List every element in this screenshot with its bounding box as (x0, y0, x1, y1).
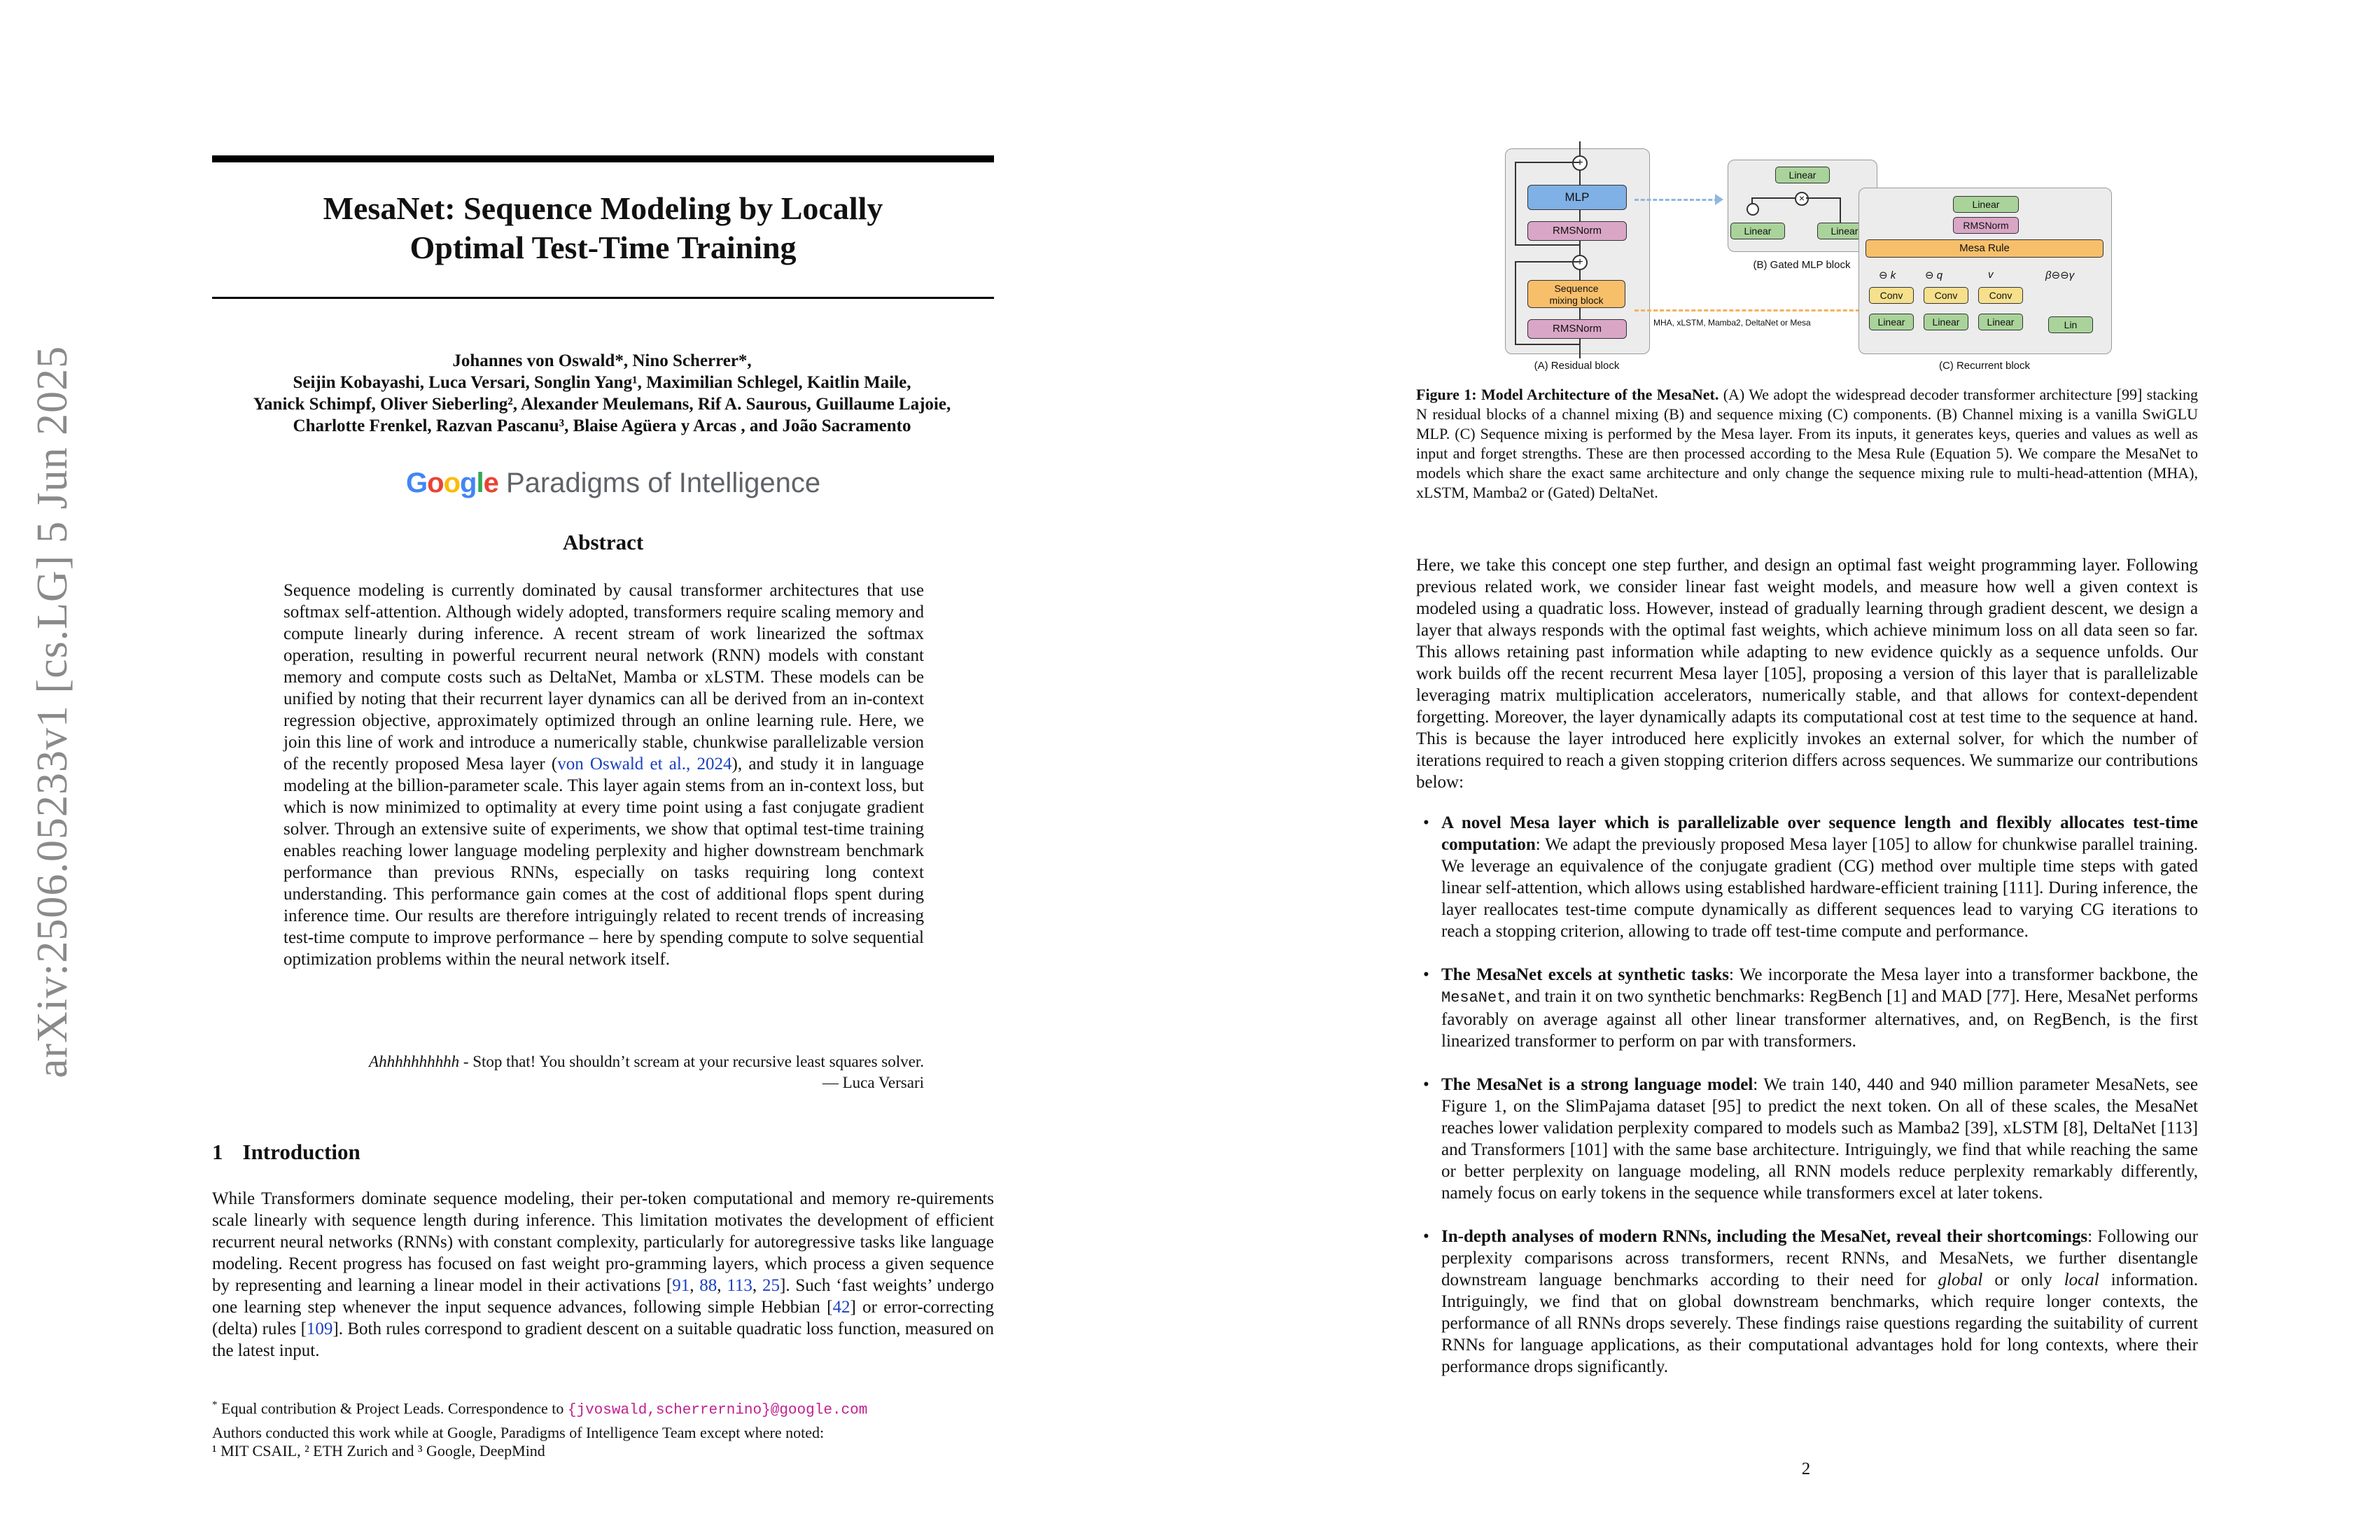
key-icon: ⊖ k (1879, 270, 1896, 281)
sequence-mixing-box: Sequence mixing block (1527, 280, 1625, 308)
linear-box: Linear (1924, 314, 1968, 330)
footnotes (212, 1396, 994, 1460)
page-number: 2 (1801, 1460, 1811, 1478)
citation-25[interactable]: 25 (762, 1276, 780, 1295)
skip-connection (1515, 261, 1579, 345)
multiply-icon: × (1795, 192, 1809, 206)
arrow-head (1715, 194, 1723, 205)
logo-text: Paradigms of Intelligence (505, 468, 821, 498)
author-list (196, 350, 1008, 437)
epigraph (284, 1051, 924, 1093)
footnote-2: Authors conducted this work while at Google, Paradigms of Intelligence Team except where noted: (212, 1424, 825, 1442)
mlp-box: MLP (1527, 185, 1627, 210)
title-rule-top (212, 155, 994, 162)
contribution-2: • The MesaNet excels at synthetic tasks: We incorporate the Mesa layer into a transformer backbone, the MesaNet, and train it on two synthetic benchmarks: RegBench [1] and MAD [77]. Here, MesaNet performs favorably on average against all other linear transformer alternatives, and, on RegBench, is the first linearized transformer to perform on par with transformers. (1416, 964, 2198, 1052)
linear-box: Linear (1817, 223, 1872, 239)
title-rule-bottom (212, 297, 994, 299)
google-logo (406, 468, 821, 507)
abstract-citation-link[interactable]: von Oswald et al., 2024 (557, 755, 732, 774)
gated-caption: (B) Gated MLP block (1753, 259, 1851, 271)
mesa-rule-box: Mesa Rule (1865, 239, 2104, 258)
google-letter: e (483, 468, 498, 498)
conv-box: Conv (1924, 287, 1968, 304)
lin-box: Lin (2048, 316, 2093, 333)
rmsnorm-box: RMSNorm (1527, 221, 1627, 241)
contributions-list (1416, 812, 2198, 1378)
strength-icons: β⊖⊖γ (2045, 270, 2075, 281)
query-icon: ⊖ q (1925, 270, 1943, 281)
authors-line-3: Yanick Schimpf, Oliver Sieberling², Alexander Meulemans, Rif A. Saurous, Guillaume Lajoie, (253, 395, 951, 414)
citation-88[interactable]: 88 (699, 1276, 718, 1295)
linear-box: Linear (1953, 196, 2019, 213)
activation-icon (1746, 203, 1759, 216)
alternatives-label: MHA, xLSTM, Mamba2, DeltaNet or Mesa (1653, 318, 1811, 328)
residual-caption: (A) Residual block (1534, 360, 1620, 372)
google-letter: o (443, 468, 460, 498)
contribution-1: • A novel Mesa layer which is parallelizable over sequence length and flexibly allocates test-time computation: We adapt the previously proposed Mesa layer [105] to allow for chunkwise parallel training. We leverage an equivalence of the conjugate gradient (CG) method over multiple time steps with gated linear self-attention, which allows using established hardware-efficient training [111]. During inference, the layer reallocates test-time compute dynamically as different sequences lead to varying CG iterations to reach a stopping criterion, allowing to trade off test-time compute and performance. (1416, 812, 2198, 942)
citation-109[interactable]: 109 (306, 1320, 333, 1338)
google-letter: o (427, 468, 444, 498)
linear-box: Linear (1730, 223, 1785, 239)
authors-line-2: Seijin Kobayashi, Luca Versari, Songlin Yang¹, Maximilian Schlegel, Kaitlin Maile, (293, 373, 911, 392)
rmsnorm-box: RMSNorm (1527, 319, 1627, 339)
body-paragraph: Here, we take this concept one step further, and design an optimal fast weight programming layer. Following previous related work, we consider linear fast weight models, and measure how well a given context is modeled using a quadratic loss. However, instead of gradually learning through gradient descent, we design a layer that always responds with the optimal fast weights, which achieve minimum loss on all data seen so far. This allows retaining past information while adapting to new evidence quickly as a sequence unfolds. Our work builds off the recent recurrent Mesa layer [105], proposing a version of this layer that is parallelizable leveraging matrix multiplication accelerators, numerically stable, and that allows for context-dependent forgetting. Moreover, the layer dynamically adapts its computational cost at test time to the sequence at hand. This is because the layer introduced here explicitly invokes an external solver, for which the number of iterations required to reach a given stopping criterion differs across sequences. We summarize our contributions below: (1416, 556, 2198, 792)
email-link[interactable]: {jvoswald,scherrernino}@google.com (567, 1402, 868, 1419)
footnote-3: ¹ MIT CSAIL, ² ETH Zurich and ³ Google, DeepMind (212, 1442, 545, 1460)
epigraph-author: — Luca Versari (822, 1074, 924, 1091)
intro-heading: 1 Introduction (212, 1140, 360, 1164)
gate-line (1806, 197, 1841, 224)
figure-caption: Figure 1: Model Architecture of the MesaNet. (A) We adopt the widespread decoder transformer architecture [99] stacking N residual blocks of a channel mixing (B) and sequence mixing (C) components. (B) Channel mixing is a vanilla SwiGLU MLP. (C) Sequence mixing is performed by the Mesa layer. From its inputs, it generates keys, queries and values as well as input and forget strengths. These are then processed according to the Mesa Rule (Equation 5). We compare the MesaNet to models which share the exact same architecture and only change the sequence mixing rule to multi-head-attention (MHA), xLSTM, Mamba2 or (Gated) DeltaNet. (1416, 386, 2198, 501)
abstract-body: Sequence modeling is currently dominated by causal transformer architectures that use softmax self-attention. Although widely adopted, transformers require scaling memory and compute linearly during inference. A recent stream of work linearized the softmax operation, resulting in powerful recurrent neural network (RNN) models with constant memory and compute costs such as DeltaNet, Mamba or xLSTM. These models can be unified by noting that their recurrent layer dynamics can all be derived from an in-context regression objective, approximately optimized through an online learning rule. Here, we join this line of work and introduce a numerically stable, chunkwise parallelizable version of the recently proposed Mesa layer (von Oswald et al., 2024), and study it in language modeling at the billion-parameter scale. This layer again stems from an in-context loss, but which is now minimized to optimality at every time point using a fast conjugate gradient solver. Through an extensive suite of experiments, we show that optimal test-time training enables reaching lower language modeling perplexity and higher downstream benchmark performance than previous RNNs, especially on tasks requiring long context understanding. This performance gain comes at the cost of additional flops spent during inference time. Our results are therefore intriguingly related to recent trends of increasing test-time compute to improve performance – here by spending compute to solve sequential optimization problems within the neural network itself. (284, 581, 924, 969)
google-letter: g (460, 468, 477, 498)
linear-box: Linear (1869, 314, 1914, 330)
plus-icon: + (1572, 255, 1588, 270)
recurrent-caption: (C) Recurrent block (1938, 360, 2031, 372)
title-line-1: MesaNet: Sequence Modeling by Locally (323, 190, 883, 226)
google-letter: l (476, 468, 484, 498)
citation-113[interactable]: 113 (727, 1276, 752, 1295)
authors-line-1: Johannes von Oswald*, Nino Scherrer*, (452, 351, 752, 370)
title-line-2: Optimal Test-Time Training (410, 230, 797, 265)
paper-title (212, 189, 994, 267)
epigraph-text: Ahhhhhhhhhh - Stop that! You shouldn’t scream at your recursive least squares solver. (369, 1053, 924, 1070)
contribution-3: • The MesaNet is a strong language model: We train 140, 440 and 940 million parameter MesaNets, see Figure 1, on the SlimPajama dataset [95] to predict the next token. On all of these scales, the MesaNet reaches lower validation perplexity compared to models such as Mamba2 [39], xLSTM [8], DeltaNet [113] and Transformers [101] with the same base architecture. Intriguingly, we find that while reaching the same or better perplexity on language modeling, all RNN models reduce perplexity remarkably differently, namely focus on early tokens in the sequence while transformers excel at later tokens. (1416, 1074, 2198, 1204)
citation-42[interactable]: 42 (832, 1298, 850, 1317)
gate-line (1751, 197, 1796, 204)
rmsnorm-box: RMSNorm (1953, 217, 2019, 234)
citation-91[interactable]: 91 (672, 1276, 690, 1295)
contribution-4: • In-depth analyses of modern RNNs, including the MesaNet, reveal their shortcomings: Following our perplexity comparisons across transformers, recent RNNs, and MesaNets, we further disentangle downstream language benchmarks according to their need for global or only local information. Intriguingly, we find that on global downstream benchmarks, which require longer contexts, the performance of all RNNs drops severely. These findings raise questions regarding the suitability of current RNNs for language applications, as their computational advantages hold for long contexts, where their performance drops significantly. (1416, 1226, 2198, 1378)
skip-connection (1515, 162, 1579, 246)
authors-line-4: Charlotte Frenkel, Razvan Pascanu³, Blaise Agüera y Arcas , and João Sacramento (293, 416, 911, 435)
footnote-1: * Equal contribution & Project Leads. Correspondence to {jvoswald,scherrernino}@google.com (212, 1399, 868, 1419)
google-wordmark (406, 468, 498, 498)
value-label: v (1988, 269, 1994, 281)
linear-box: Linear (1775, 167, 1830, 183)
intro-paragraph: While Transformers dominate sequence modeling, their per-token computational and memory re-quirements scale linearly with sequence length during inference. This limitation motivates the development of efficient recurrent neural networks (RNNs) with constant complexity, particularly for autoregressive tasks like language modeling. Recent progress has focused on fast weight pro-gramming layers, which process a given sequence by representing and learning a linear model in their activations [91, 88, 113, 25]. Such ‘fast weights’ undergo one learning step whenever the input sequence advances, following simple Hebbian [42] or error-correcting (delta) rules [109]. Both rules correspond to gradient descent on a suitable quadratic loss function, measured on the latest input. (212, 1189, 995, 1360)
conv-box: Conv (1978, 287, 2023, 304)
linear-box: Linear (1978, 314, 2023, 330)
abstract-heading: Abstract (562, 530, 644, 554)
figure-1 (1505, 148, 2114, 379)
arrow-to-gated (1634, 199, 1718, 201)
arxiv-stamp: arXiv:2506.05233v1 [cs.LG] 5 Jun 2025 (29, 345, 76, 1078)
plus-icon: + (1572, 155, 1588, 171)
google-letter: G (406, 468, 428, 498)
conv-box: Conv (1869, 287, 1914, 304)
